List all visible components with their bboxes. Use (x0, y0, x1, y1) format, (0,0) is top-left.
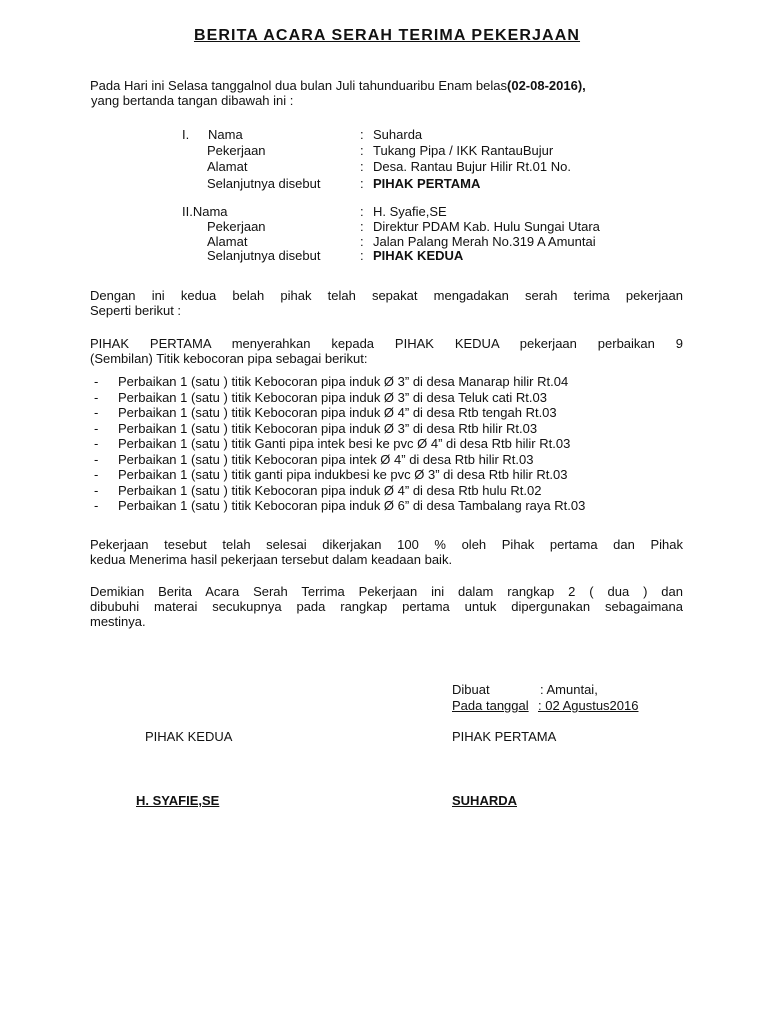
party-two-row-alias: Selanjutnya disebut : PIHAK KEDUA (207, 248, 464, 263)
party-one-label: Nama (208, 127, 243, 142)
intro-paragraph (90, 78, 683, 108)
party-one-alias: PIHAK PERTAMA (373, 176, 481, 191)
intro-line-1: Pada Hari ini Selasa tanggalnol dua bulan Juli tahunduaribu Enam belas(02-08-2016), (90, 78, 586, 93)
list-item: - Perbaikan 1 (satu ) titik Kebocoran pipa induk Ø 4” di desa Rtb tengah Rt.03 (94, 405, 557, 420)
list-item: - Perbaikan 1 (satu ) titik ganti pipa indukbesi ke pvc Ø 3” di desa Rtb hilir Rt.03 (94, 467, 568, 482)
party-two-label: II.Nama (182, 204, 228, 219)
list-item: - Perbaikan 1 (satu ) titik Kebocoran pipa induk Ø 4” di desa Rtb hulu Rt.02 (94, 482, 542, 498)
list-item: - Perbaikan 1 (satu ) titik Kebocoran pipa induk Ø 3” di desa Teluk cati Rt.03 (94, 389, 547, 405)
list-item: - Perbaikan 1 (satu ) titik Kebocoran pipa induk Ø 3” di desa Manarap hilir Rt.04 (94, 374, 569, 389)
intro-date: (02-08-2016), (507, 78, 586, 93)
completion-paragraph: Pekerjaan tesebut telah selesai dikerjakan 100 % oleh Pihak pertama dan Pihak kedua Menerima hasil pekerjaan tersebut dalam keadaan baik. (90, 537, 683, 567)
signature-name-left: H. SYAFIE,SE (136, 793, 220, 808)
date-label: Pada tanggal (452, 698, 529, 713)
agreement-paragraph: Dengan ini kedua belah pihak telah sepakat mengadakan serah terima pekerjaan Seperti berikut : (90, 288, 683, 318)
party-one-row-address: Alamat : Desa. Rantau Bujur Hilir Rt.01 No. (207, 159, 571, 174)
place-label: Dibuat (452, 682, 490, 697)
list-item: - Perbaikan 1 (satu ) titik Kebocoran pipa intek Ø 4” di desa Rtb hilir Rt.03 (94, 451, 534, 467)
party-two-value: H. Syafie,SE (373, 204, 447, 219)
party-one-row-job: Pekerjaan : Tukang Pipa / IKK RantauBujur (207, 143, 554, 158)
signature-role-right: PIHAK PERTAMA (452, 729, 557, 744)
party-one-row-alias: Selanjutnya disebut : PIHAK PERTAMA (207, 176, 481, 191)
party-two-alias: PIHAK KEDUA (373, 248, 464, 263)
work-item-list (94, 374, 694, 514)
party-one-row-name: I. Nama : Suharda (182, 127, 423, 142)
party-one-value: Suharda (373, 127, 423, 142)
party-two-row-address: Alamat : Jalan Palang Merah No.319 A Amuntai (207, 234, 596, 249)
handover-paragraph: PIHAK PERTAMA menyerahkan kepada PIHAK KEDUA pekerjaan perbaikan 9 (Sembilan) Titik kebocoran pipa sebagai berikut: (90, 336, 683, 366)
list-item: - Perbaikan 1 (satu ) titik Ganti pipa intek besi ke pvc Ø 4” di desa Rtb hilir Rt.03 (94, 436, 571, 451)
closing-paragraph: Demikian Berita Acara Serah Terrima Pekerjaan ini dalam rangkap 2 ( dua ) dan dibubuhi materai secukupnya pada rangkap pertama untuk dipergunakan sebagaimana mestinya. (90, 584, 683, 629)
party-two-row-name: II.Nama : H. Syafie,SE (182, 204, 447, 219)
list-item: - Perbaikan 1 (satu ) titik Kebocoran pipa induk Ø 6” di desa Tambalang raya Rt.03 (94, 498, 586, 513)
document-title: BERITA ACARA SERAH TERIMA PEKERJAAN (193, 27, 581, 44)
intro-line-2: yang bertanda tangan dibawah ini : (91, 93, 294, 108)
list-item: - Perbaikan 1 (satu ) titik Kebocoran pipa induk Ø 3” di desa Rtb hilir Rt.03 (94, 420, 538, 436)
date-value: : 02 Agustus2016 (538, 698, 639, 713)
signature-name-right: SUHARDA (452, 793, 517, 808)
place-value: : Amuntai, (540, 682, 598, 697)
signature-role-left: PIHAK KEDUA (145, 729, 233, 744)
party-two-row-job: Pekerjaan : Direktur PDAM Kab. Hulu Sungai Utara (207, 219, 600, 234)
